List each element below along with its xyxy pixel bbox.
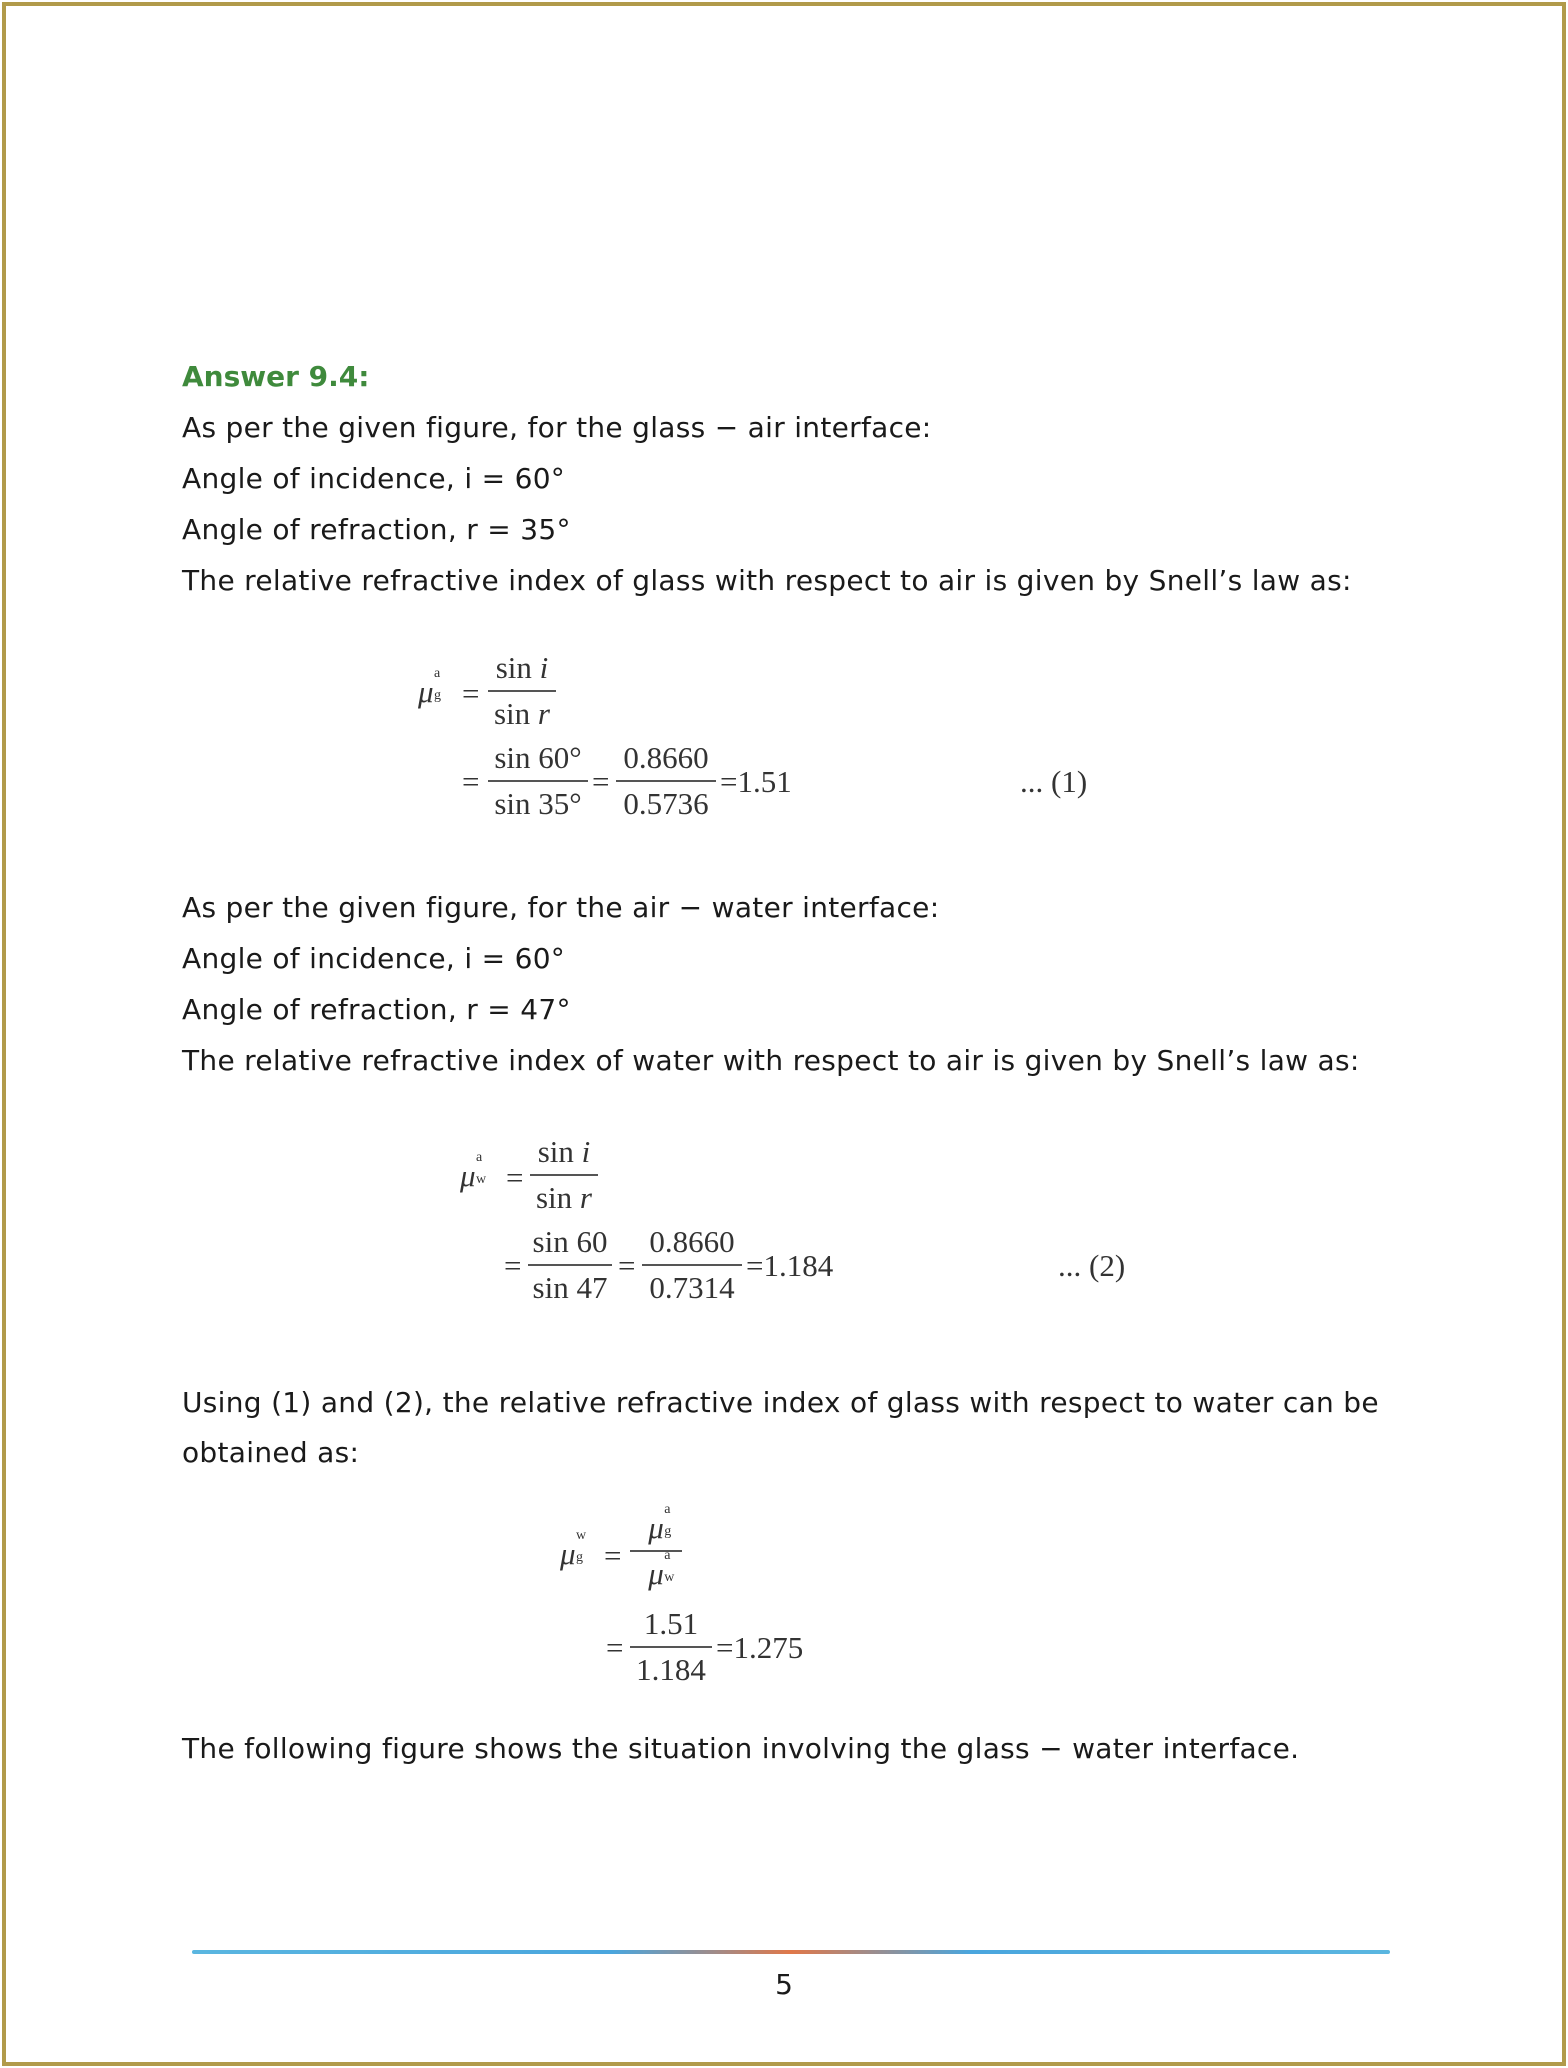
- mu-g-w-symbol: μ w g: [560, 1528, 587, 1571]
- air-water-statement: The relative refractive index of water with respect to air is given by Snell’s law as:: [182, 1044, 1360, 1077]
- result-2: =1.184: [746, 1248, 834, 1283]
- glass-air-intro: As per the given figure, for the glass − air interface:: [182, 411, 932, 444]
- sin-i-over-sin-r-2: sin i sin r: [530, 1134, 598, 1216]
- closing-sentence: The following figure shows the situation involving the glass − water interface.: [182, 1732, 1300, 1765]
- air-water-refraction: Angle of refraction, r = 47°: [182, 993, 571, 1026]
- mu-ratio: [630, 1502, 682, 1592]
- air-water-intro: As per the given figure, for the air − water interface:: [182, 891, 940, 924]
- glass-air-statement: The relative refractive index of glass with respect to air is given by Snell’s law as:: [182, 564, 1352, 597]
- glass-air-refraction: Angle of refraction, r = 35°: [182, 513, 571, 546]
- mu-w-a-denominator: μ a w: [648, 1548, 675, 1591]
- ratio-values: 1.51 1.184: [630, 1606, 712, 1688]
- using-line-2: obtained as:: [182, 1436, 360, 1469]
- sin60-over-sin35: sin 60° sin 35°: [488, 740, 588, 822]
- air-water-incidence: Angle of incidence, i = 60°: [182, 942, 566, 975]
- using-line-1: Using (1) and (2), the relative refractive index of glass with respect to water can be: [182, 1386, 1379, 1419]
- result-1: =1.51: [720, 764, 792, 799]
- equation-tag-2: ... (2): [1058, 1248, 1126, 1283]
- mu-g-a-numerator: μ a g: [648, 1502, 672, 1545]
- result-3: =1.275: [716, 1630, 804, 1665]
- page-number: 5: [775, 1968, 793, 2001]
- decimal-fraction-2: 0.8660 0.7314: [642, 1224, 742, 1306]
- answer-heading: Answer 9.4:: [182, 360, 370, 393]
- sin-i-over-sin-r: sin i sin r: [488, 650, 556, 732]
- footer-rule: [192, 1950, 1390, 1954]
- equation-tag-1: ... (1): [1020, 764, 1088, 799]
- mu-g-a-symbol: μ a g: [418, 666, 441, 709]
- mu-w-a-symbol: μ a w: [460, 1150, 487, 1193]
- decimal-fraction-1: 0.8660 0.5736: [616, 740, 716, 822]
- glass-air-incidence: Angle of incidence, i = 60°: [182, 462, 566, 495]
- sin60-over-sin47: sin 60 sin 47: [528, 1224, 612, 1306]
